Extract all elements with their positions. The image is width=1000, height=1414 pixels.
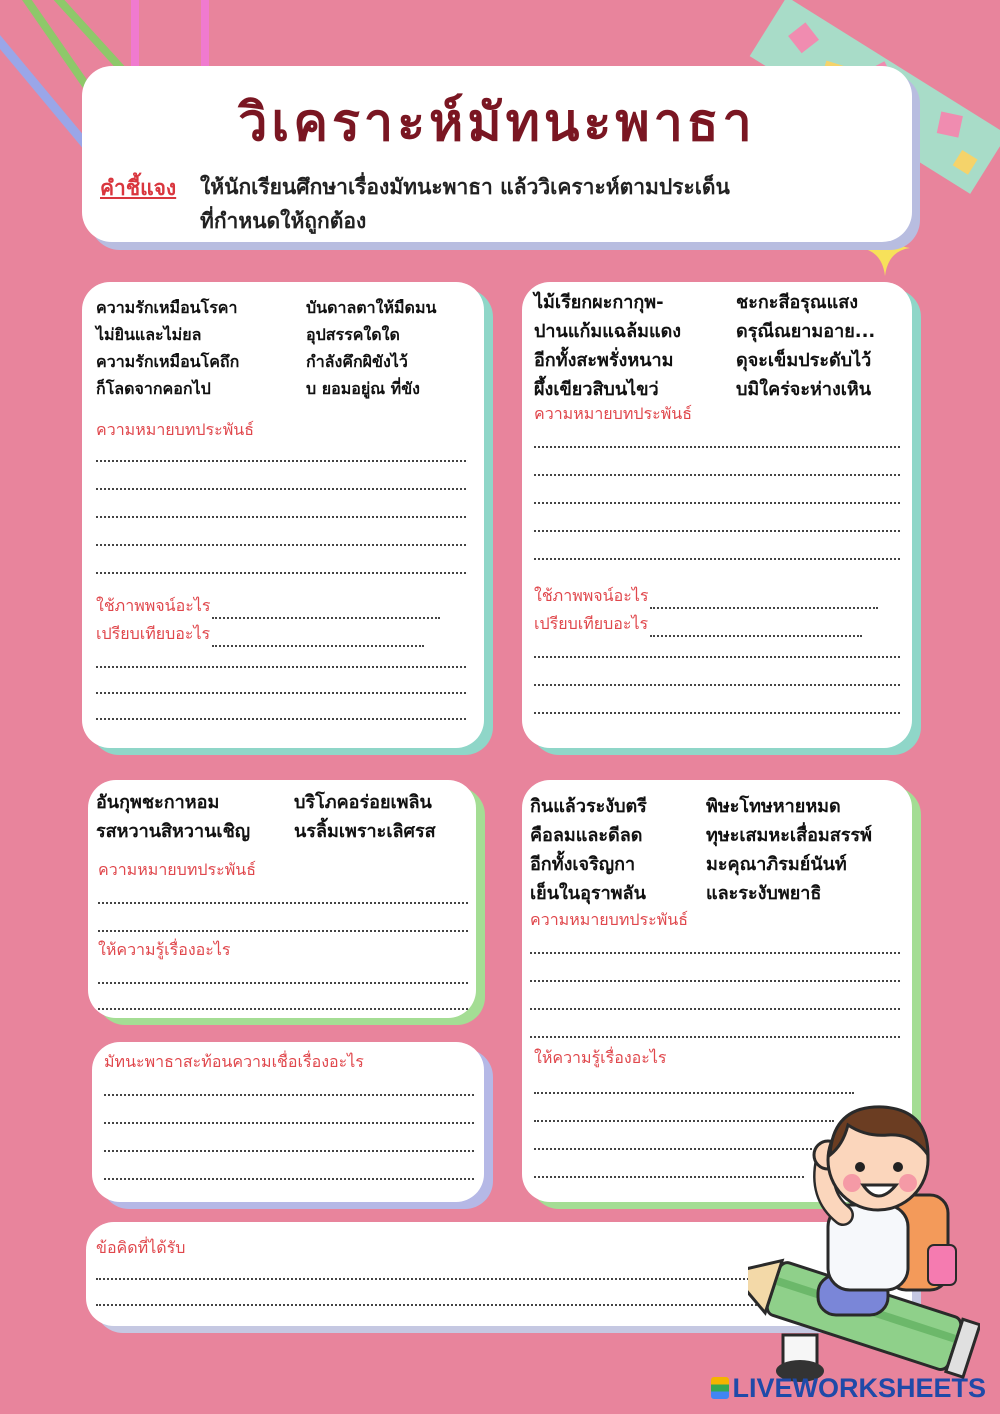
poem-line: กินแล้วระงับตรี [530,796,647,817]
poem-line: อีกทั้งสะพรั่งหนาม [534,350,674,371]
answer-line[interactable] [530,1008,900,1010]
meaning-label: ความหมายบทประพันธ์ [98,860,256,879]
poem-right-column [306,294,436,402]
poem-line: ปานแก้มแฉล้มแดง [534,321,682,342]
answer-line[interactable] [534,474,900,476]
answer-line[interactable] [96,718,466,720]
answer-line[interactable] [530,980,900,982]
poem-line: ความรักเหมือนโรคา [96,298,238,317]
answer-line[interactable] [96,572,466,574]
poem-right-column [294,788,436,846]
answer-line[interactable] [534,530,900,532]
poem-line: นรลิ้มเพราะเลิศรส [294,821,436,842]
figure-of-speech-text: ใช้ภาพพจน์อะไร [534,586,649,605]
page-title: วิเคราะห์มัทนะพาธา [238,92,756,153]
answer-line[interactable] [534,712,900,714]
analysis-box-2 [522,282,912,748]
instruction-line-1: ให้นักเรียนศึกษาเรื่องมัทนะพาธา แล้ววิเคราะห์ตามประเด็น [200,175,730,199]
title-card [82,66,912,242]
answer-line[interactable] [98,902,468,904]
poem-line: บมิใคร่จะห่างเหิน [736,379,872,400]
poem-line: ชะกะสีอรุณแสง [736,292,858,313]
knowledge-label: ให้ความรู้เรื่องอะไร [98,940,231,959]
answer-line[interactable] [534,684,900,686]
poem-line: บันดาลตาให้มืดมน [306,298,437,317]
answer-line[interactable] [98,1008,468,1010]
answer-line[interactable] [104,1094,474,1096]
poem-line: ดรุณีณยามอาย... [736,321,876,342]
poem-left-column [530,792,647,908]
belief-label: มัทนะพาธาสะท้อนความเชื่อเรื่องอะไร [104,1052,364,1071]
answer-line[interactable] [104,1150,474,1152]
figure-of-speech-label [534,584,878,609]
figure-of-speech-label [96,594,440,619]
poem-line: พิษะโทษหายหมด [706,796,841,817]
poem-line: ไม้เรียกผะกากุพ- [534,292,664,313]
answer-line[interactable] [96,488,466,490]
poem-line: คือลมและดีลด [530,825,643,846]
poem-line: ความรักเหมือนโคถึก [96,352,240,371]
answer-line[interactable] [98,930,468,932]
answer-line[interactable] [530,952,900,954]
poem-line: ก็โลดจากคอกไป [96,379,211,398]
knowledge-label: ให้ความรู้เรื่องอะไร [534,1048,667,1067]
answer-line[interactable] [650,606,878,609]
meaning-label: ความหมายบทประพันธ์ [96,420,254,439]
poem-right-column [736,288,875,404]
answer-line[interactable] [96,692,466,694]
comparison-label [96,622,424,647]
poem-line: รสหวานสิหวานเชิญ [96,821,251,842]
answer-line[interactable] [530,1036,900,1038]
answer-line[interactable] [96,460,466,462]
poem-line: กำลังคึกผิขังไว้ [306,352,408,371]
instruction-line-2: ที่กำหนดให้ถูกต้อง [200,209,367,233]
answer-line[interactable] [96,516,466,518]
poem-line: อันกุพชะกาหอม [96,792,220,813]
poem-line: ดุจะเข็มประดับไว้ [736,350,872,371]
poem-left-column [96,294,239,402]
watermark-text: LIVEWORKSHEETS [732,1373,986,1403]
poem-line: บริโภคอร่อยเพลิน [294,792,432,813]
answer-line[interactable] [534,446,900,448]
liveworksheets-logo-icon [711,1377,729,1399]
liveworksheets-watermark [711,1373,986,1404]
analysis-box-3 [88,780,476,1018]
answer-line[interactable] [212,644,424,647]
poem-left-column [534,288,681,404]
poem-right-column [706,792,872,908]
answer-line[interactable] [104,1122,474,1124]
instruction-text [200,170,860,238]
poem-line: ผึ้งเขียวสิบนไขว่ [534,379,659,400]
boy-on-pencil-illustration [748,1085,980,1385]
meaning-label: ความหมายบทประพันธ์ [534,404,692,423]
answer-line[interactable] [650,634,862,637]
analysis-box-1 [82,282,484,748]
poem-line: บ ยอมอยู่ณ ที่ขัง [306,379,420,398]
comparison-text: เปรียบเทียบอะไร [96,624,211,643]
poem-line: อีกทั้งเจริญกา [530,854,636,875]
instruction-label: คำชี้แจง [100,176,177,200]
answer-line[interactable] [98,982,468,984]
analysis-box-5 [92,1042,484,1202]
answer-line[interactable] [534,558,900,560]
comparison-label [534,612,862,637]
poem-line: และระงับพยาธิ [706,883,822,904]
figure-of-speech-text: ใช้ภาพพจน์อะไร [96,596,211,615]
poem-line: ไม่ยินและไม่ยล [96,325,202,344]
answer-line[interactable] [96,666,466,668]
answer-line[interactable] [104,1178,474,1180]
comparison-text: เปรียบเทียบอะไร [534,614,649,633]
answer-line[interactable] [212,616,440,619]
poem-left-column [96,788,250,846]
meaning-label: ความหมายบทประพันธ์ [530,910,688,929]
answer-line[interactable] [534,502,900,504]
answer-line[interactable] [534,656,900,658]
answer-line[interactable] [96,544,466,546]
reflection-label: ข้อคิดที่ได้รับ [96,1238,186,1257]
poem-line: ทุษะเสมหะเสื่อมสรรพ์ [706,825,872,846]
poem-line: มะคุณาภิรมย์นันท์ [706,854,847,875]
poem-line: อุปสรรคใดใด [306,325,400,344]
poem-line: เย็นในอุราพลัน [530,883,646,904]
